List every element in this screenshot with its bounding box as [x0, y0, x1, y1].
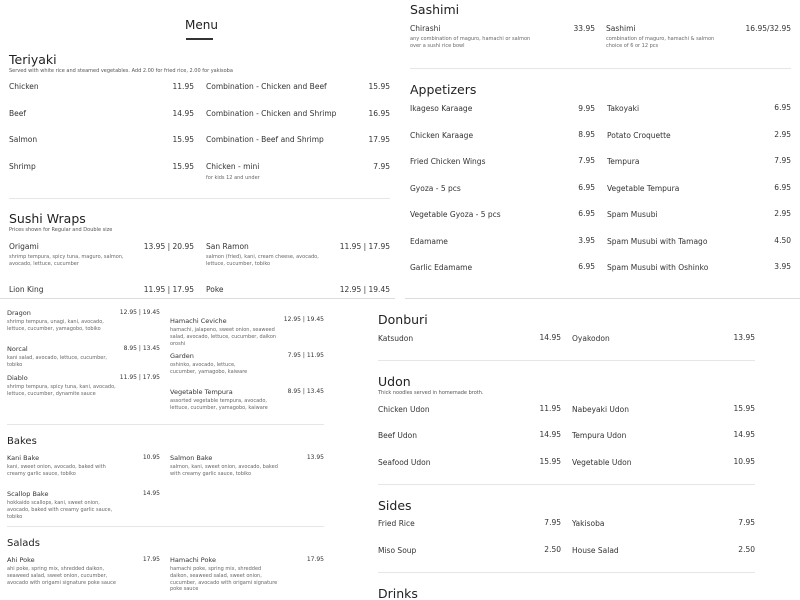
teriyaki-item-name: Salmon: [9, 135, 38, 144]
side-item-name: Yakisoba: [572, 519, 605, 528]
wrap-item-name: Poke: [206, 285, 224, 294]
teriyaki-item-price: 15.95: [368, 82, 390, 91]
section-divider: [378, 484, 755, 485]
wrap2-item-name: Dragon: [7, 309, 31, 317]
appetizer-item-price: 6.95: [578, 183, 595, 192]
wrap2-item-desc: kani salad, avocado, lettuce, cucumber, tobiko: [7, 355, 107, 368]
sashimi-item-price: 33.95: [573, 24, 595, 33]
salad-item-price: 17.95: [306, 556, 324, 563]
wrap2-item-desc: hamachi, jalapeno, sweet onion, seaweed salad, avocado, lettuce, cucumber, daikon oroshi: [170, 327, 277, 347]
page-break: [0, 298, 395, 299]
side-item-price: 2.50: [738, 545, 755, 554]
section-divider: [410, 68, 791, 69]
page-break: [405, 298, 800, 299]
teriyaki-item-price: 11.95: [172, 82, 194, 91]
wrap-item-price: 11.95 | 17.95: [339, 242, 390, 251]
appetizer-item-name: Takoyaki: [607, 104, 640, 113]
teriyaki-item-price: 14.95: [172, 109, 194, 118]
appetizer-item-name: Potato Croquette: [607, 131, 671, 140]
sushi-wraps-subtitle: Prices shown for Regular and Double size: [9, 227, 113, 233]
wrap2-item-desc: assorted vegetable tempura, avocado, lettuce, cucumber, yamagobo, kaiware: [170, 398, 268, 411]
wrap2-item-price: 12.95 | 19.45: [119, 309, 160, 316]
salad-item-desc: ahi poke, spring mix, shredded daikon, seaweed salad, sweet onion, cucumber, avocado with origami signature poke sauce: [7, 566, 116, 586]
wrap2-item-price: 8.95 | 13.45: [123, 345, 160, 352]
teriyaki-item-name: Beef: [9, 109, 27, 118]
appetizer-item-price: 4.50: [774, 236, 791, 245]
side-item-price: 2.50: [544, 545, 561, 554]
salads-title: Salads: [7, 538, 40, 549]
section-divider: [7, 526, 324, 527]
teriyaki-item-name: Chicken - mini: [206, 162, 260, 171]
donburi-item-name: Oyakodon: [572, 334, 610, 343]
teriyaki-item-price: 15.95: [172, 135, 194, 144]
wrap-item-name: Origami: [9, 242, 39, 251]
udon-title: Udon: [378, 374, 411, 389]
section-divider: [7, 424, 324, 425]
wrap2-item-name: Norcal: [7, 345, 28, 353]
donburi-title: Donburi: [378, 312, 428, 327]
wrap2-item-price: 7.95 | 11.95: [287, 352, 324, 359]
udon-item-price: 11.95: [539, 404, 561, 413]
drinks-title: Drinks: [378, 586, 418, 600]
wrap2-item-price: 8.95 | 13.45: [287, 388, 324, 395]
teriyaki-item-price: 15.95: [172, 162, 194, 171]
salad-item-name: Ahi Poke: [7, 556, 35, 564]
appetizer-item-price: 9.95: [578, 104, 595, 113]
donburi-item-price: 14.95: [539, 333, 561, 342]
udon-item-price: 14.95: [733, 430, 755, 439]
appetizer-item-price: 3.95: [774, 262, 791, 271]
donburi-item-price: 13.95: [733, 333, 755, 342]
wrap2-item-name: Garden: [170, 352, 194, 360]
sashimi-item-name: Sashimi: [606, 24, 636, 33]
menu-title-underline: [186, 38, 213, 40]
teriyaki-item-price: 16.95: [368, 109, 390, 118]
appetizer-item-name: Chicken Karaage: [410, 131, 474, 140]
sashimi-item-name: Chirashi: [410, 24, 441, 33]
appetizer-item-name: Vegetable Tempura: [607, 184, 680, 193]
wrap-item-name: San Ramon: [206, 242, 249, 251]
teriyaki-subtitle: Served with white rice and steamed vegetables. Add 2.00 for fried rice, 2.00 for yakisoba: [9, 68, 233, 74]
menu-title: Menu: [185, 18, 218, 32]
wrap2-item-desc: oshinko, avocado, lettuce, cucumber, yamagobo, kaiware: [170, 362, 248, 375]
sides-title: Sides: [378, 498, 412, 513]
salad-item-desc: hamachi poke, spring mix, shredded daikon, seaweed salad, sweet onion, cucumber, avocado with origami signature poke sauce: [170, 566, 278, 593]
bake-item-name: Scallop Bake: [7, 490, 49, 498]
teriyaki-item-name: Combination - Beef and Shrimp: [206, 135, 324, 144]
appetizer-item-name: Vegetable Gyoza - 5 pcs: [410, 210, 501, 219]
side-item-name: Miso Soup: [378, 546, 417, 555]
appetizer-item-price: 7.95: [578, 156, 595, 165]
bake-item-price: 10.95: [142, 454, 160, 461]
bake-item-name: Kani Bake: [7, 454, 40, 462]
wrap-item-desc: shrimp tempura, spicy tuna, maguro, salmon, avocado, lettuce, cucumber: [9, 254, 124, 267]
udon-item-price: 15.95: [539, 457, 561, 466]
udon-subtitle: Thick noodles served in homemade broth.: [378, 390, 484, 396]
sashimi-title: Sashimi: [410, 2, 460, 17]
appetizer-item-name: Edamame: [410, 237, 448, 246]
teriyaki-item-name: Combination - Chicken and Shrimp: [206, 109, 337, 118]
appetizer-item-name: Fried Chicken Wings: [410, 157, 486, 166]
sushi-wraps-title: Sushi Wraps: [9, 211, 86, 226]
teriyaki-item-price: 17.95: [368, 135, 390, 144]
appetizer-item-name: Garlic Edamame: [410, 263, 473, 272]
bake-item-desc: hokkaido scallops, kani, sweet onion, avocado, baked with creamy garlic sauce, tobiko: [7, 500, 113, 520]
bake-item-price: 14.95: [142, 490, 160, 497]
bake-item-desc: salmon, kani, sweet onion, avocado, baked with creamy garlic sauce, tobiko: [170, 464, 278, 477]
salad-item-name: Hamachi Poke: [170, 556, 216, 564]
udon-item-name: Seafood Udon: [378, 458, 431, 467]
sashimi-item-desc: any combination of maguro, hamachi or salmon over a sushi rice bowl: [410, 36, 531, 49]
wrap-item-price: 12.95 | 19.45: [339, 285, 390, 294]
udon-item-name: Chicken Udon: [378, 405, 430, 414]
wrap2-item-name: Diablo: [7, 374, 28, 382]
teriyaki-title: Teriyaki: [9, 52, 57, 67]
donburi-item-name: Katsudon: [378, 334, 414, 343]
section-divider: [378, 572, 755, 573]
appetizer-item-price: 6.95: [578, 262, 595, 271]
section-divider: [378, 360, 755, 361]
wrap-item-price: 13.95 | 20.95: [143, 242, 194, 251]
side-item-name: Fried Rice: [378, 519, 415, 528]
teriyaki-item-name: Combination - Chicken and Beef: [206, 82, 327, 91]
wrap2-item-desc: shrimp tempura, unagi, kani, avocado, lettuce, cucumber, yamagobo, tobiko: [7, 319, 104, 332]
bakes-title: Bakes: [7, 436, 37, 447]
side-item-price: 7.95: [544, 518, 561, 527]
section-divider: [9, 198, 390, 199]
wrap2-item-desc: shrimp tempura, spicy tuna, kani, avocado, lettuce, cucumber, dynamite sauce: [7, 384, 116, 397]
appetizer-item-name: Tempura: [607, 157, 640, 166]
teriyaki-item-desc: for kids 12 and under: [206, 175, 260, 181]
bake-item-name: Salmon Bake: [170, 454, 213, 462]
udon-item-name: Vegetable Udon: [572, 458, 632, 467]
teriyaki-item-name: Chicken: [9, 82, 39, 91]
udon-item-price: 15.95: [733, 404, 755, 413]
wrap2-item-name: Vegetable Tempura: [170, 388, 233, 396]
udon-item-name: Tempura Udon: [572, 431, 627, 440]
wrap2-item-price: 12.95 | 19.45: [283, 316, 324, 323]
bake-item-desc: kani, sweet onion, avocado, baked with creamy garlic sauce, tobiko: [7, 464, 106, 477]
side-item-price: 7.95: [738, 518, 755, 527]
appetizer-item-name: Spam Musubi with Oshinko: [607, 263, 709, 272]
appetizer-item-name: Spam Musubi: [607, 210, 658, 219]
teriyaki-item-price: 7.95: [373, 162, 390, 171]
udon-item-name: Nabeyaki Udon: [572, 405, 630, 414]
teriyaki-item-name: Shrimp: [9, 162, 36, 171]
appetizer-item-price: 6.95: [578, 209, 595, 218]
udon-item-price: 14.95: [539, 430, 561, 439]
appetizer-item-price: 2.95: [774, 209, 791, 218]
appetizer-item-price: 6.95: [774, 103, 791, 112]
wrap2-item-price: 11.95 | 17.95: [119, 374, 160, 381]
appetizer-item-name: Ikageso Karaage: [410, 104, 473, 113]
appetizer-item-price: 6.95: [774, 183, 791, 192]
appetizer-item-price: 2.95: [774, 130, 791, 139]
appetizer-item-price: 3.95: [578, 236, 595, 245]
wrap-item-price: 11.95 | 17.95: [143, 285, 194, 294]
bake-item-price: 13.95: [306, 454, 324, 461]
appetizer-item-name: Gyoza - 5 pcs: [410, 184, 461, 193]
sashimi-item-desc: combination of maguro, hamachi & salmon choice of 6 or 12 pcs: [606, 36, 715, 49]
wrap-item-name: Lion King: [9, 285, 44, 294]
appetizer-item-price: 8.95: [578, 130, 595, 139]
side-item-name: House Salad: [572, 546, 619, 555]
appetizers-title: Appetizers: [410, 82, 477, 97]
wrap-item-desc: salmon (fried), kani, cream cheese, avocado, lettuce, cucumber, tobiko: [206, 254, 319, 267]
udon-item-price: 10.95: [733, 457, 755, 466]
appetizer-item-name: Spam Musubi with Tamago: [607, 237, 708, 246]
appetizer-item-price: 7.95: [774, 156, 791, 165]
wrap2-item-name: Hamachi Ceviche: [170, 317, 227, 325]
udon-item-name: Beef Udon: [378, 431, 417, 440]
sashimi-item-price: 16.95/32.95: [745, 24, 791, 33]
salad-item-price: 17.95: [142, 556, 160, 563]
